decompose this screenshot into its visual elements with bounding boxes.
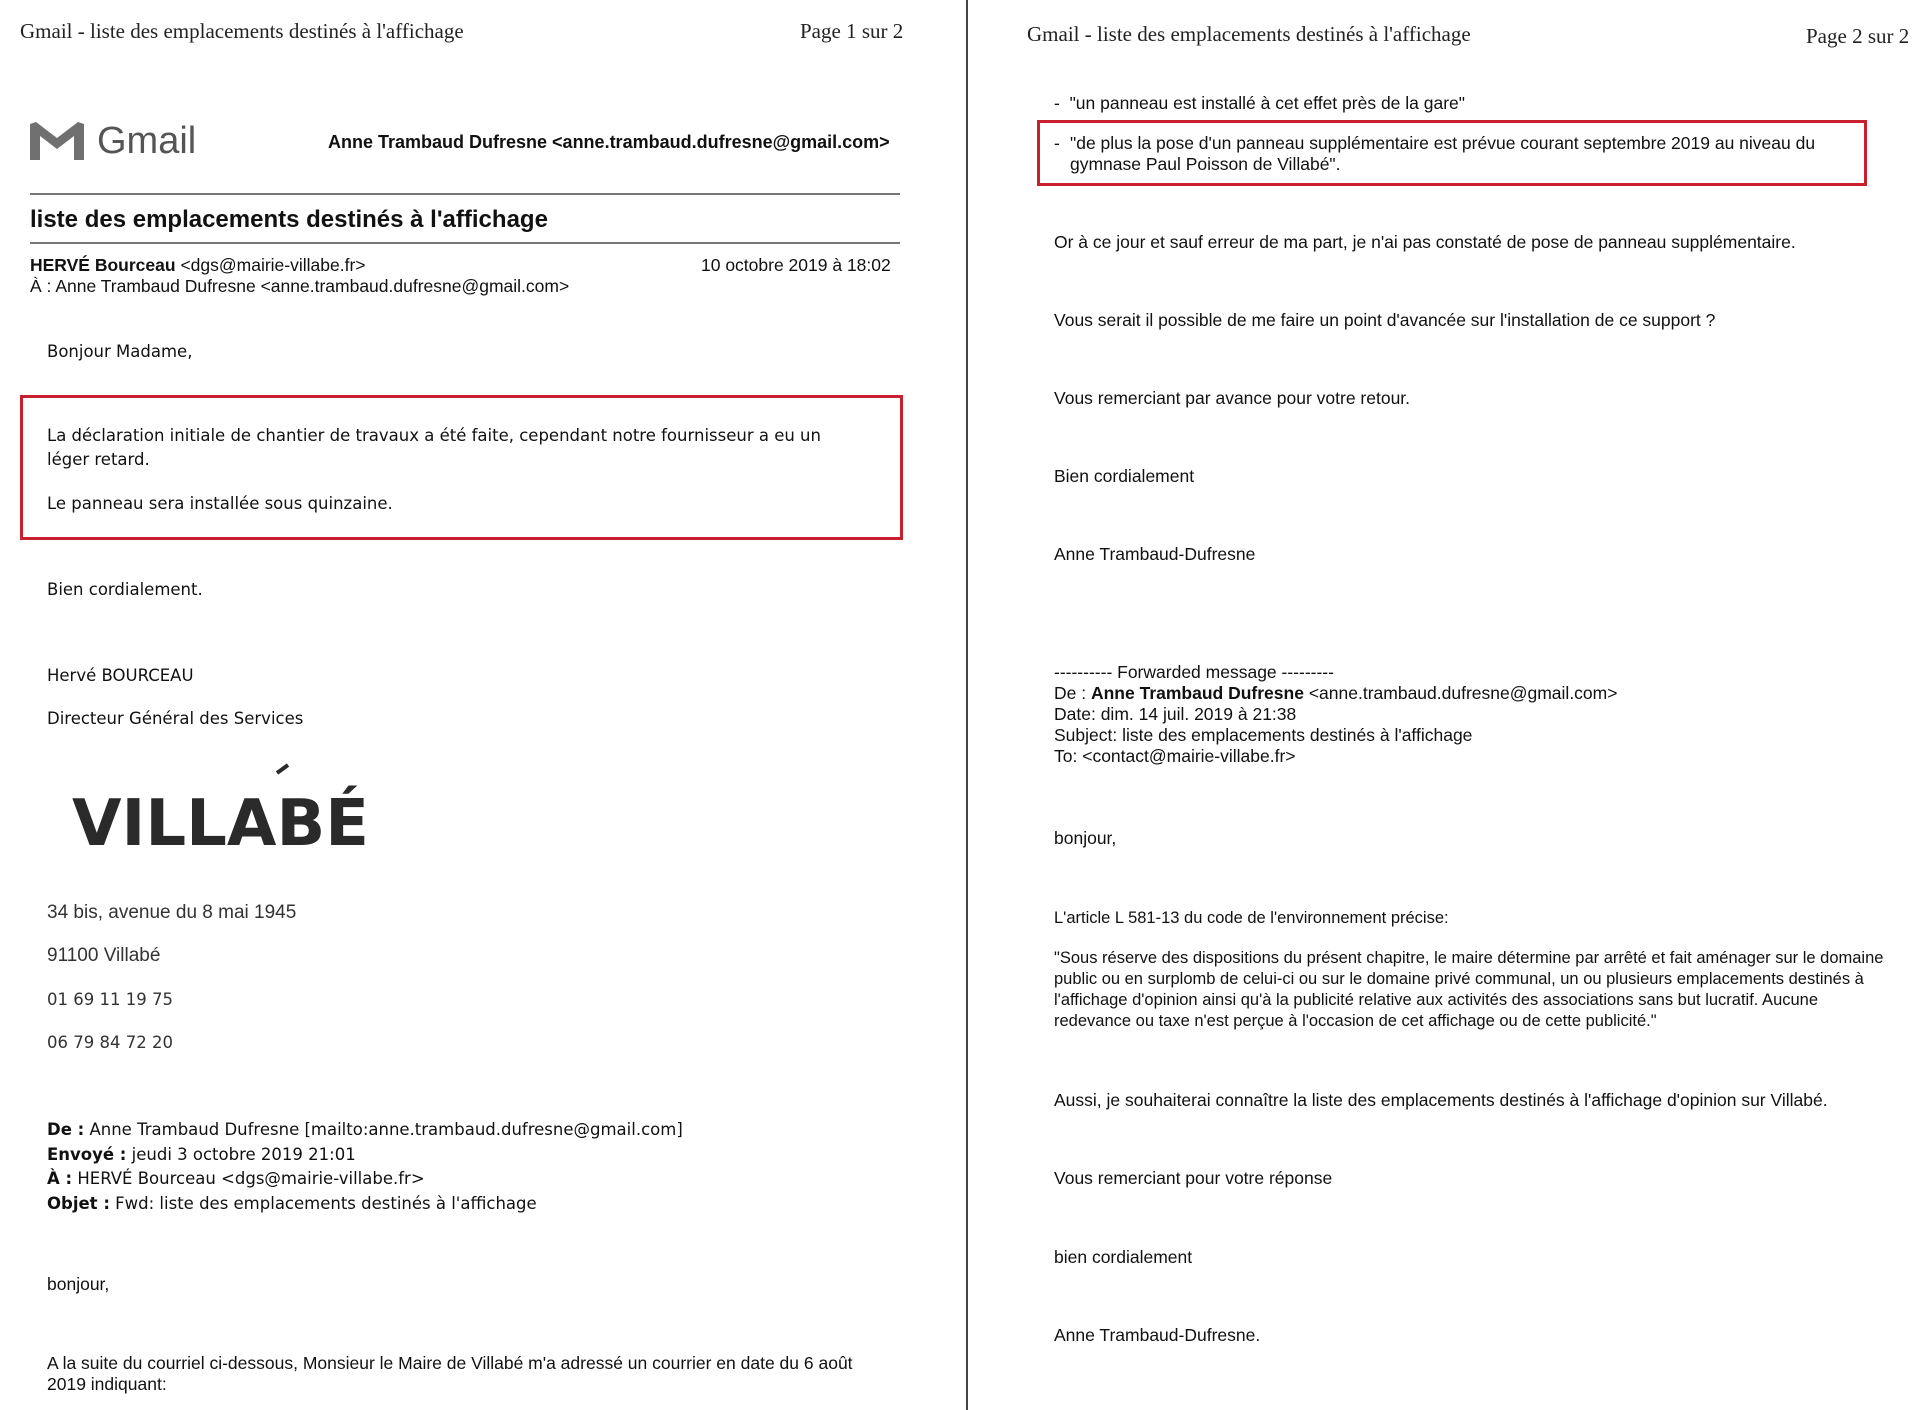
signature-role: Directeur Général des Services	[47, 709, 304, 728]
bullet-2: "de plus la pose d'un panneau supplémentaire est prévue courant septembre 2019 au niveau du gymnase Paul Poisson de Villabé".	[1070, 133, 1816, 174]
bullet-1: - "un panneau est installé à cet effet près de la gare"	[1054, 93, 1465, 113]
signature-phone-2: 06 79 84 72 20	[47, 1033, 173, 1052]
closing: Bien cordialement.	[47, 580, 203, 599]
message-date: 10 octobre 2019 à 18:02	[701, 255, 891, 275]
forwarded-from: De : Anne Trambaud Dufresne <anne.trambaud.dufresne@gmail.com>	[1054, 683, 1618, 703]
account-address: Anne Trambaud Dufresne <anne.trambaud.dufresne@gmail.com>	[328, 132, 890, 152]
paragraph-5: Anne Trambaud-Dufresne	[1054, 544, 1256, 564]
forwarded-header	[1054, 662, 1617, 767]
quoted-from: De : Anne Trambaud Dufresne [mailto:anne.trambaud.dufresne@gmail.com]	[47, 1120, 683, 1139]
highlight-line-1: La déclaration initiale de chantier de travaux a été faite, cependant notre fournisseur a eu un léger retard.	[47, 426, 821, 469]
page-2: Gmail - liste des emplacements destinés à l'affichage Page 2 sur 2 - "un panneau est installé à cet effet près de la gare" - "de plus la pose d'un panneau supplémentaire est prévue courant septembre 2019 au niveau du gymnase Paul Poisson de Villabé". Or à ce jour et sauf erreur de ma part, je n'ai pas constaté de pose de panneau supplémentaire. Vous serait il possible de me faire un point d'avancée sur l'installation de ce support ? Vous remerciant par avance pour votre retour. Bien cordialement Anne Trambaud-Dufresne ---------- Forwarded message --------- De : Anne Trambaud Dufresne <anne.trambaud.dufresne@gmail.com> Date: dim. 14 juil. 2019 à 21:38 Subject: liste des emplacements destinés à l'affichage To: <contact@mairie-villabe.fr> bonjour, L'article L 581-13 du code de l'environnement précise: "Sous réserve des dispositions du présent chapitre, le maire détermine par arrêté et fait aménager sur le domaine public ou en surplomb de celui-ci ou sur le domaine privé communal, un ou plusieurs emplacements destinés à l'affichage d'opinion ainsi qu'à la publicité relative aux activités des associations sans but lucratif. Aucune redevance ou taxe n'est perçue à l'occasion de cet affichage ou de cette publicité." Aussi, je souhaiterai connaître la liste des emplacements destinés à l'affichage d'opinion sur Villabé. Vous remerciant pour votre réponse bien cordialement Anne Trambaud-Dufresne.	[1027, 22, 1910, 1345]
page-divider	[966, 0, 968, 1410]
signature-phone-1: 01 69 11 19 75	[47, 990, 173, 1009]
paragraph-7: Vous remerciant pour votre réponse	[1054, 1168, 1333, 1188]
highlight-line-2: Le panneau sera installée sous quinzaine.	[47, 494, 393, 513]
gmail-wordmark: Gmail	[97, 120, 197, 162]
sender-email: <dgs@mairie-villabe.fr>	[180, 255, 366, 275]
signature-address-1: 34 bis, avenue du 8 mai 1945	[47, 902, 297, 923]
followup-text: A la suite du courriel ci-dessous, Monsieur le Maire de Villabé m'a adressé un courrier en date du 6 août 2019 indiquant:	[47, 1353, 853, 1394]
logo-accent	[277, 765, 288, 773]
quoted-sent: Envoyé : jeudi 3 octobre 2019 21:01	[47, 1144, 356, 1164]
paragraph-1: Or à ce jour et sauf erreur de ma part, je n'ai pas constaté de pose de panneau supplémentaire.	[1054, 232, 1796, 252]
message-to: À : Anne Trambaud Dufresne <anne.trambaud.dufresne@gmail.com>	[30, 276, 570, 296]
signature-address-2: 91100 Villabé	[47, 945, 161, 966]
gmail-logo-icon	[28, 118, 86, 162]
paragraph-6: Aussi, je souhaiterai connaître la liste des emplacements destinés à l'affichage d'opinion sur Villabé.	[1054, 1090, 1828, 1110]
paragraph-3: Vous remerciant par avance pour votre retour.	[1054, 388, 1411, 408]
print-page-number-2: Page 2 sur 2	[1806, 24, 1910, 48]
signature-name: Hervé BOURCEAU	[47, 666, 194, 685]
villabe-logo	[72, 765, 369, 865]
paragraph-8: bien cordialement	[1054, 1247, 1193, 1267]
print-page-number: Page 1 sur 2	[800, 19, 904, 43]
header-divider	[30, 193, 900, 195]
quoted-to: À : HERVÉ Bourceau <dgs@mairie-villabe.fr>	[47, 1169, 425, 1188]
subject-divider	[30, 242, 900, 244]
sender-name: HERVÉ Bourceau	[30, 255, 176, 275]
forwarded-date: Date: dim. 14 juil. 2019 à 21:38	[1054, 704, 1297, 724]
article-quote: "Sous réserve des dispositions du présent chapitre, le maire détermine par arrêté et fait aménager sur le domaine public ou en surplomb de celui-ci ou sur le domaine privé communal, un ou plusieurs emplacements destinés à l'affichage d'opinion ainsi qu'à la publicité relative aux activités des associations sans but lucratif. Aucune redevance ou taxe n'est perçue à l'occasion de cet affichage ou de cette publicité."	[1054, 949, 1884, 1030]
print-header-title: Gmail - liste des emplacements destinés à l'affichage	[20, 19, 464, 43]
email-subject: liste des emplacements destinés à l'affichage	[30, 206, 548, 233]
paragraph-9: Anne Trambaud-Dufresne.	[1054, 1325, 1261, 1345]
greeting: Bonjour Madame,	[47, 342, 193, 361]
bonjour-2: bonjour,	[1054, 828, 1117, 848]
forwarded-to: To: <contact@mairie-villabe.fr>	[1054, 746, 1296, 766]
forwarded-separator: ---------- Forwarded message ---------	[1054, 662, 1334, 682]
quoted-header	[47, 1118, 683, 1216]
logo-text: VILLABÉ	[72, 787, 369, 861]
paragraph-4: Bien cordialement	[1054, 466, 1195, 486]
print-header-title-2: Gmail - liste des emplacements destinés à l'affichage	[1027, 22, 1471, 46]
quoted-subject: Objet : Fwd: liste des emplacements destinés à l'affichage	[47, 1193, 537, 1213]
forwarded-subject: Subject: liste des emplacements destinés à l'affichage	[1054, 725, 1473, 745]
paragraph-2: Vous serait il possible de me faire un point d'avancée sur l'installation de ce support ?	[1054, 310, 1716, 330]
article-intro: L'article L 581-13 du code de l'environnement précise:	[1054, 909, 1449, 927]
message-from	[30, 255, 366, 276]
bonjour-1: bonjour,	[47, 1274, 110, 1294]
